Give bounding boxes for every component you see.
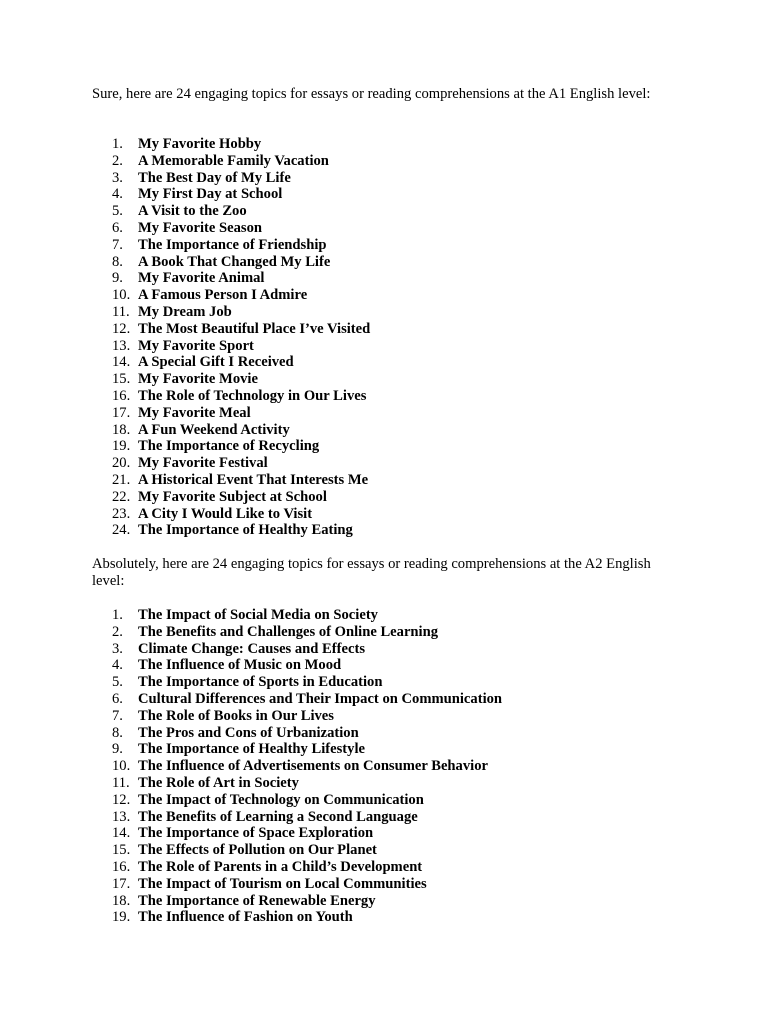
- a2-topic-item: [112, 725, 502, 742]
- list-item-number: 6.: [112, 219, 123, 236]
- list-item-number: 17.: [112, 875, 131, 892]
- a1-topic-item: [112, 287, 370, 304]
- a2-topic-item: [112, 741, 502, 758]
- list-item-number: 2.: [112, 152, 123, 169]
- list-item-title: Climate Change: Causes and Effects: [138, 640, 366, 657]
- list-item-title: The Role of Art in Society: [138, 774, 299, 791]
- a2-topic-item: [112, 775, 502, 792]
- list-item-number: 7.: [112, 707, 123, 724]
- list-item-title: The Importance of Renewable Energy: [138, 892, 376, 909]
- list-item-number: 14.: [112, 825, 131, 842]
- a1-topic-item: [112, 304, 370, 321]
- list-item-title: A Fun Weekend Activity: [138, 421, 290, 438]
- list-item-title: A Special Gift I Received: [138, 354, 294, 371]
- a1-topic-item: [112, 438, 370, 455]
- a2-topic-item: [112, 624, 502, 641]
- list-item-title: A Memorable Family Vacation: [138, 152, 329, 169]
- a2-topic-item: [112, 859, 502, 876]
- list-item-title: The Role of Parents in a Child’s Development: [138, 858, 423, 875]
- list-item-number: 16.: [112, 387, 131, 404]
- a1-topic-item: [112, 338, 370, 355]
- list-item-number: 21.: [112, 471, 131, 488]
- list-item-title: The Impact of Technology on Communication: [138, 791, 424, 808]
- list-item-title: The Importance of Recycling: [138, 438, 320, 455]
- list-item-number: 19.: [112, 909, 131, 926]
- a1-topic-item: [112, 254, 370, 271]
- list-item-title: A Famous Person I Admire: [138, 287, 308, 304]
- a2-topic-item: [112, 607, 502, 624]
- a1-topic-item: [112, 506, 370, 523]
- list-item-number: 1.: [112, 136, 123, 152]
- list-item-title: My Favorite Festival: [138, 455, 268, 472]
- list-item-number: 11.: [112, 303, 130, 320]
- a1-topic-item: [112, 405, 370, 422]
- list-item-number: 4.: [112, 186, 123, 203]
- list-item-number: 12.: [112, 791, 131, 808]
- a1-topic-item: [112, 522, 370, 539]
- list-item-title: A Visit to the Zoo: [138, 203, 247, 220]
- list-item-title: My Favorite Subject at School: [138, 488, 327, 505]
- list-item-title: My Favorite Meal: [138, 404, 251, 421]
- list-item-number: 18.: [112, 892, 131, 909]
- list-item-number: 6.: [112, 690, 123, 707]
- a1-intro-paragraph: Sure, here are 24 engaging topics for essays or reading comprehensions at the A1 English level:: [92, 86, 651, 102]
- list-item-title: The Pros and Cons of Urbanization: [138, 724, 359, 741]
- list-item-title: My Favorite Sport: [138, 337, 254, 354]
- list-item-number: 10.: [112, 287, 131, 304]
- list-item-number: 16.: [112, 858, 131, 875]
- a1-topic-item: [112, 455, 370, 472]
- list-item-number: 20.: [112, 455, 131, 472]
- list-item-title: The Impact of Social Media on Society: [138, 607, 378, 623]
- list-item-number: 24.: [112, 522, 131, 539]
- list-item-title: The Role of Books in Our Lives: [138, 707, 334, 724]
- list-item-title: The Effects of Pollution on Our Planet: [138, 842, 377, 859]
- a1-topic-item: [112, 153, 370, 170]
- list-item-number: 11.: [112, 774, 130, 791]
- list-item-title: The Importance of Healthy Lifestyle: [138, 741, 365, 758]
- list-item-title: Cultural Differences and Their Impact on Communication: [138, 690, 503, 707]
- a1-topic-item: [112, 321, 370, 338]
- list-item-number: 18.: [112, 421, 131, 438]
- list-item-number: 14.: [112, 354, 131, 371]
- list-item-number: 12.: [112, 320, 131, 337]
- list-item-number: 15.: [112, 371, 131, 388]
- list-item-number: 23.: [112, 505, 131, 522]
- list-item-number: 17.: [112, 404, 131, 421]
- list-item-title: The Most Beautiful Place I’ve Visited: [138, 320, 371, 337]
- list-item-title: My First Day at School: [138, 186, 283, 203]
- list-item-title: The Importance of Sports in Education: [138, 674, 383, 691]
- a2-topic-item: [112, 876, 502, 893]
- a1-topic-item: [112, 422, 370, 439]
- list-item-number: 5.: [112, 674, 123, 691]
- a1-topic-item: [112, 136, 370, 153]
- a1-topic-item: [112, 270, 370, 287]
- list-item-title: The Impact of Tourism on Local Communities: [138, 875, 427, 892]
- list-item-number: 8.: [112, 253, 123, 270]
- a1-topic-item: [112, 371, 370, 388]
- list-item-title: The Best Day of My Life: [138, 169, 291, 186]
- list-item-number: 9.: [112, 270, 123, 287]
- a2-topic-item: [112, 758, 502, 775]
- a2-topic-item: [112, 792, 502, 809]
- list-item-number: 8.: [112, 724, 123, 741]
- list-item-number: 2.: [112, 623, 123, 640]
- list-item-number: 15.: [112, 842, 131, 859]
- list-item-title: The Influence of Fashion on Youth: [138, 909, 353, 926]
- a1-topic-item: [112, 203, 370, 220]
- list-item-title: The Importance of Space Exploration: [138, 825, 374, 842]
- list-item-title: The Importance of Healthy Eating: [138, 522, 353, 539]
- a1-topic-item: [112, 489, 370, 506]
- a2-topic-item: [112, 842, 502, 859]
- a1-topic-item: [112, 472, 370, 489]
- a1-topic-item: [112, 354, 370, 371]
- a2-topic-item: [112, 708, 502, 725]
- a2-topic-item: [112, 641, 502, 658]
- a1-topic-item: [112, 237, 370, 254]
- list-item-number: 7.: [112, 236, 123, 253]
- list-item-number: 3.: [112, 169, 123, 186]
- list-item-number: 13.: [112, 337, 131, 354]
- list-item-title: The Importance of Friendship: [138, 236, 327, 253]
- a2-topic-item: [112, 657, 502, 674]
- list-item-number: 1.: [112, 607, 123, 623]
- list-item-number: 13.: [112, 808, 131, 825]
- list-item-title: A Historical Event That Interests Me: [138, 471, 369, 488]
- list-item-title: My Dream Job: [138, 303, 232, 320]
- a2-topic-list: [112, 607, 502, 926]
- a2-topic-item: [112, 909, 502, 926]
- a2-topic-item: [112, 893, 502, 910]
- list-item-number: 9.: [112, 741, 123, 758]
- a1-topic-item: [112, 388, 370, 405]
- list-item-title: A City I Would Like to Visit: [138, 505, 313, 522]
- list-item-title: My Favorite Season: [138, 219, 263, 236]
- a2-topic-item: [112, 825, 502, 842]
- list-item-number: 22.: [112, 488, 131, 505]
- list-item-title: The Benefits and Challenges of Online Learning: [138, 623, 439, 640]
- a2-intro-paragraph: Absolutely, here are 24 engaging topics for essays or reading comprehensions at the A2 English level:: [92, 556, 651, 589]
- list-item-title: The Role of Technology in Our Lives: [138, 387, 367, 404]
- a1-topic-item: [112, 186, 370, 203]
- a2-topic-item: [112, 674, 502, 691]
- list-item-title: My Favorite Animal: [138, 270, 265, 287]
- list-item-title: My Favorite Hobby: [138, 136, 262, 152]
- a2-topic-item: [112, 691, 502, 708]
- list-item-number: 4.: [112, 657, 123, 674]
- list-item-title: The Influence of Music on Mood: [138, 657, 342, 674]
- a1-topic-item: [112, 170, 370, 187]
- list-item-title: The Influence of Advertisements on Consumer Behavior: [138, 758, 488, 775]
- a2-topic-item: [112, 809, 502, 826]
- list-item-number: 3.: [112, 640, 123, 657]
- list-item-title: The Benefits of Learning a Second Language: [138, 808, 418, 825]
- a1-topic-item: [112, 220, 370, 237]
- a1-topic-list: [112, 136, 370, 539]
- list-item-number: 5.: [112, 203, 123, 220]
- list-item-number: 10.: [112, 758, 131, 775]
- list-item-number: 19.: [112, 438, 131, 455]
- list-item-title: A Book That Changed My Life: [138, 253, 331, 270]
- list-item-title: My Favorite Movie: [138, 371, 258, 388]
